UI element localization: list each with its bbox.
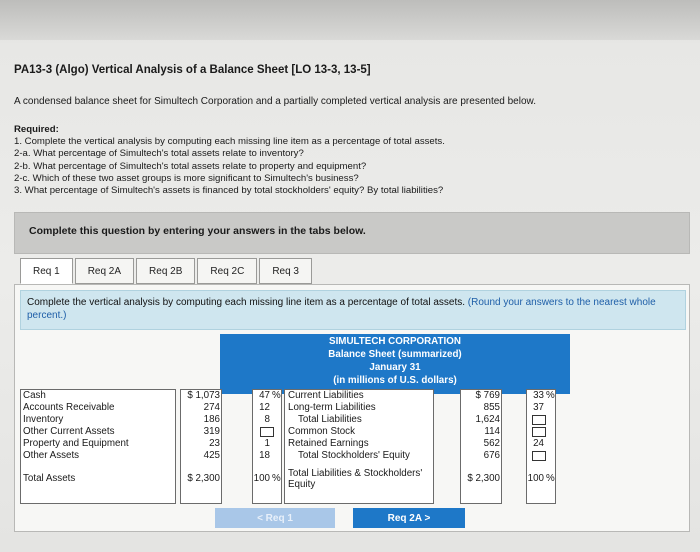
instruction-note: (Round your answers to the nearest whole percent.) bbox=[27, 297, 656, 321]
prev-button[interactable]: < Req 1 bbox=[215, 508, 335, 528]
requirements-block bbox=[14, 124, 445, 197]
asset-percent: 1 bbox=[264, 438, 270, 449]
asset-label: Other Current Assets bbox=[23, 426, 115, 437]
statement-date: January 31 bbox=[369, 362, 421, 373]
asset-percent: 18 bbox=[259, 450, 270, 461]
liability-amount: 1,624 bbox=[475, 414, 500, 425]
liability-amount: $ 769 bbox=[475, 390, 500, 401]
asset-percent: 12 bbox=[259, 402, 270, 413]
liability-label: Retained Earnings bbox=[288, 438, 369, 449]
asset-amount: 274 bbox=[203, 402, 220, 413]
asset-percent: 47 bbox=[259, 390, 270, 401]
requirement-tabs bbox=[20, 258, 312, 284]
liability-label: Total Liabilities bbox=[298, 414, 362, 425]
asset-label: Total Assets bbox=[23, 473, 76, 484]
percent-input-common-stock[interactable] bbox=[532, 427, 546, 437]
tab-req-1[interactable]: Req 1 bbox=[20, 258, 73, 284]
liability-amount: 562 bbox=[483, 438, 500, 449]
asset-amount: $ 1,073 bbox=[187, 390, 220, 401]
liability-percent: 100 bbox=[527, 473, 544, 484]
statement-units: (in millions of U.S. dollars) bbox=[333, 375, 457, 386]
tab-req-3[interactable]: Req 3 bbox=[259, 258, 312, 284]
liability-label: Long-term Liabilities bbox=[288, 402, 376, 413]
percent-sign: % bbox=[272, 390, 281, 401]
instruction-main: Complete the vertical analysis by computing each missing line item as a percentage of total assets. bbox=[27, 297, 465, 308]
liability-label: Total Liabilities & Stockholders' Equity bbox=[288, 468, 423, 490]
percent-input-total-liabilities[interactable] bbox=[532, 415, 546, 425]
liability-amount: 114 bbox=[484, 426, 500, 437]
asset-label: Other Assets bbox=[23, 450, 80, 461]
liability-amount: 855 bbox=[483, 402, 500, 413]
asset-label: Inventory bbox=[23, 414, 64, 425]
percent-input-other-current-assets[interactable] bbox=[260, 427, 274, 437]
percent-input-total-equity[interactable] bbox=[532, 451, 546, 461]
navigation-buttons bbox=[20, 508, 686, 528]
requirement-3: 3. What percentage of Simultech's assets is financed by total stockholders' equity? By total liabilities? bbox=[14, 185, 444, 197]
asset-label: Accounts Receivable bbox=[23, 402, 115, 413]
top-strip bbox=[0, 0, 700, 40]
problem-intro: A condensed balance sheet for Simultech Corporation and a partially completed vertical analysis are presented below. bbox=[14, 96, 536, 107]
tab-req-2a[interactable]: Req 2A bbox=[75, 258, 134, 284]
tab-req-2c[interactable]: Req 2C bbox=[197, 258, 257, 284]
asset-label: Property and Equipment bbox=[23, 438, 129, 449]
liability-label: Common Stock bbox=[288, 426, 355, 437]
requirement-2a: 2-a. What percentage of Simultech's total assets relate to inventory? bbox=[14, 148, 304, 160]
liability-amount: 676 bbox=[483, 450, 500, 461]
asset-amount: 319 bbox=[203, 426, 220, 437]
asset-amount: 425 bbox=[203, 450, 220, 461]
percent-sign: % bbox=[272, 473, 281, 484]
required-heading: Required: bbox=[14, 124, 59, 135]
balance-sheet bbox=[20, 334, 572, 504]
asset-label: Cash bbox=[23, 390, 46, 401]
tab-req-2b[interactable]: Req 2B bbox=[136, 258, 195, 284]
liability-percent: 33 bbox=[533, 390, 544, 401]
percent-sign: % bbox=[546, 390, 555, 401]
requirement-1: 1. Complete the vertical analysis by computing each missing line item as a percentage of total assets. bbox=[14, 136, 445, 148]
next-button[interactable]: Req 2A > bbox=[353, 508, 465, 528]
asset-percent: 100 bbox=[253, 473, 270, 484]
asset-amount: $ 2,300 bbox=[187, 473, 220, 484]
liability-percent: 37 bbox=[533, 402, 544, 413]
liability-amount: $ 2,300 bbox=[467, 473, 500, 484]
asset-percent: 8 bbox=[264, 414, 270, 425]
statement-name: Balance Sheet (summarized) bbox=[328, 349, 462, 360]
liability-label: Current Liabilities bbox=[288, 390, 364, 401]
liability-label: Total Stockholders' Equity bbox=[298, 450, 410, 461]
problem-title: PA13-3 (Algo) Vertical Analysis of a Balance Sheet [LO 13-3, 13-5] bbox=[14, 64, 371, 76]
percent-sign: % bbox=[546, 473, 555, 484]
asset-amount: 23 bbox=[209, 438, 220, 449]
requirement-2b: 2-b. What percentage of Simultech's total assets relate to property and equipment? bbox=[14, 160, 367, 172]
tab-instruction bbox=[20, 290, 686, 330]
liability-percent: 24 bbox=[533, 438, 544, 449]
asset-amount: 186 bbox=[203, 414, 220, 425]
requirement-2c: 2-c. Which of these two asset groups is more significant to Simultech's business? bbox=[14, 172, 359, 184]
company-name: SIMULTECH CORPORATION bbox=[329, 336, 461, 347]
instruction-banner: Complete this question by entering your answers in the tabs below. bbox=[14, 212, 690, 254]
